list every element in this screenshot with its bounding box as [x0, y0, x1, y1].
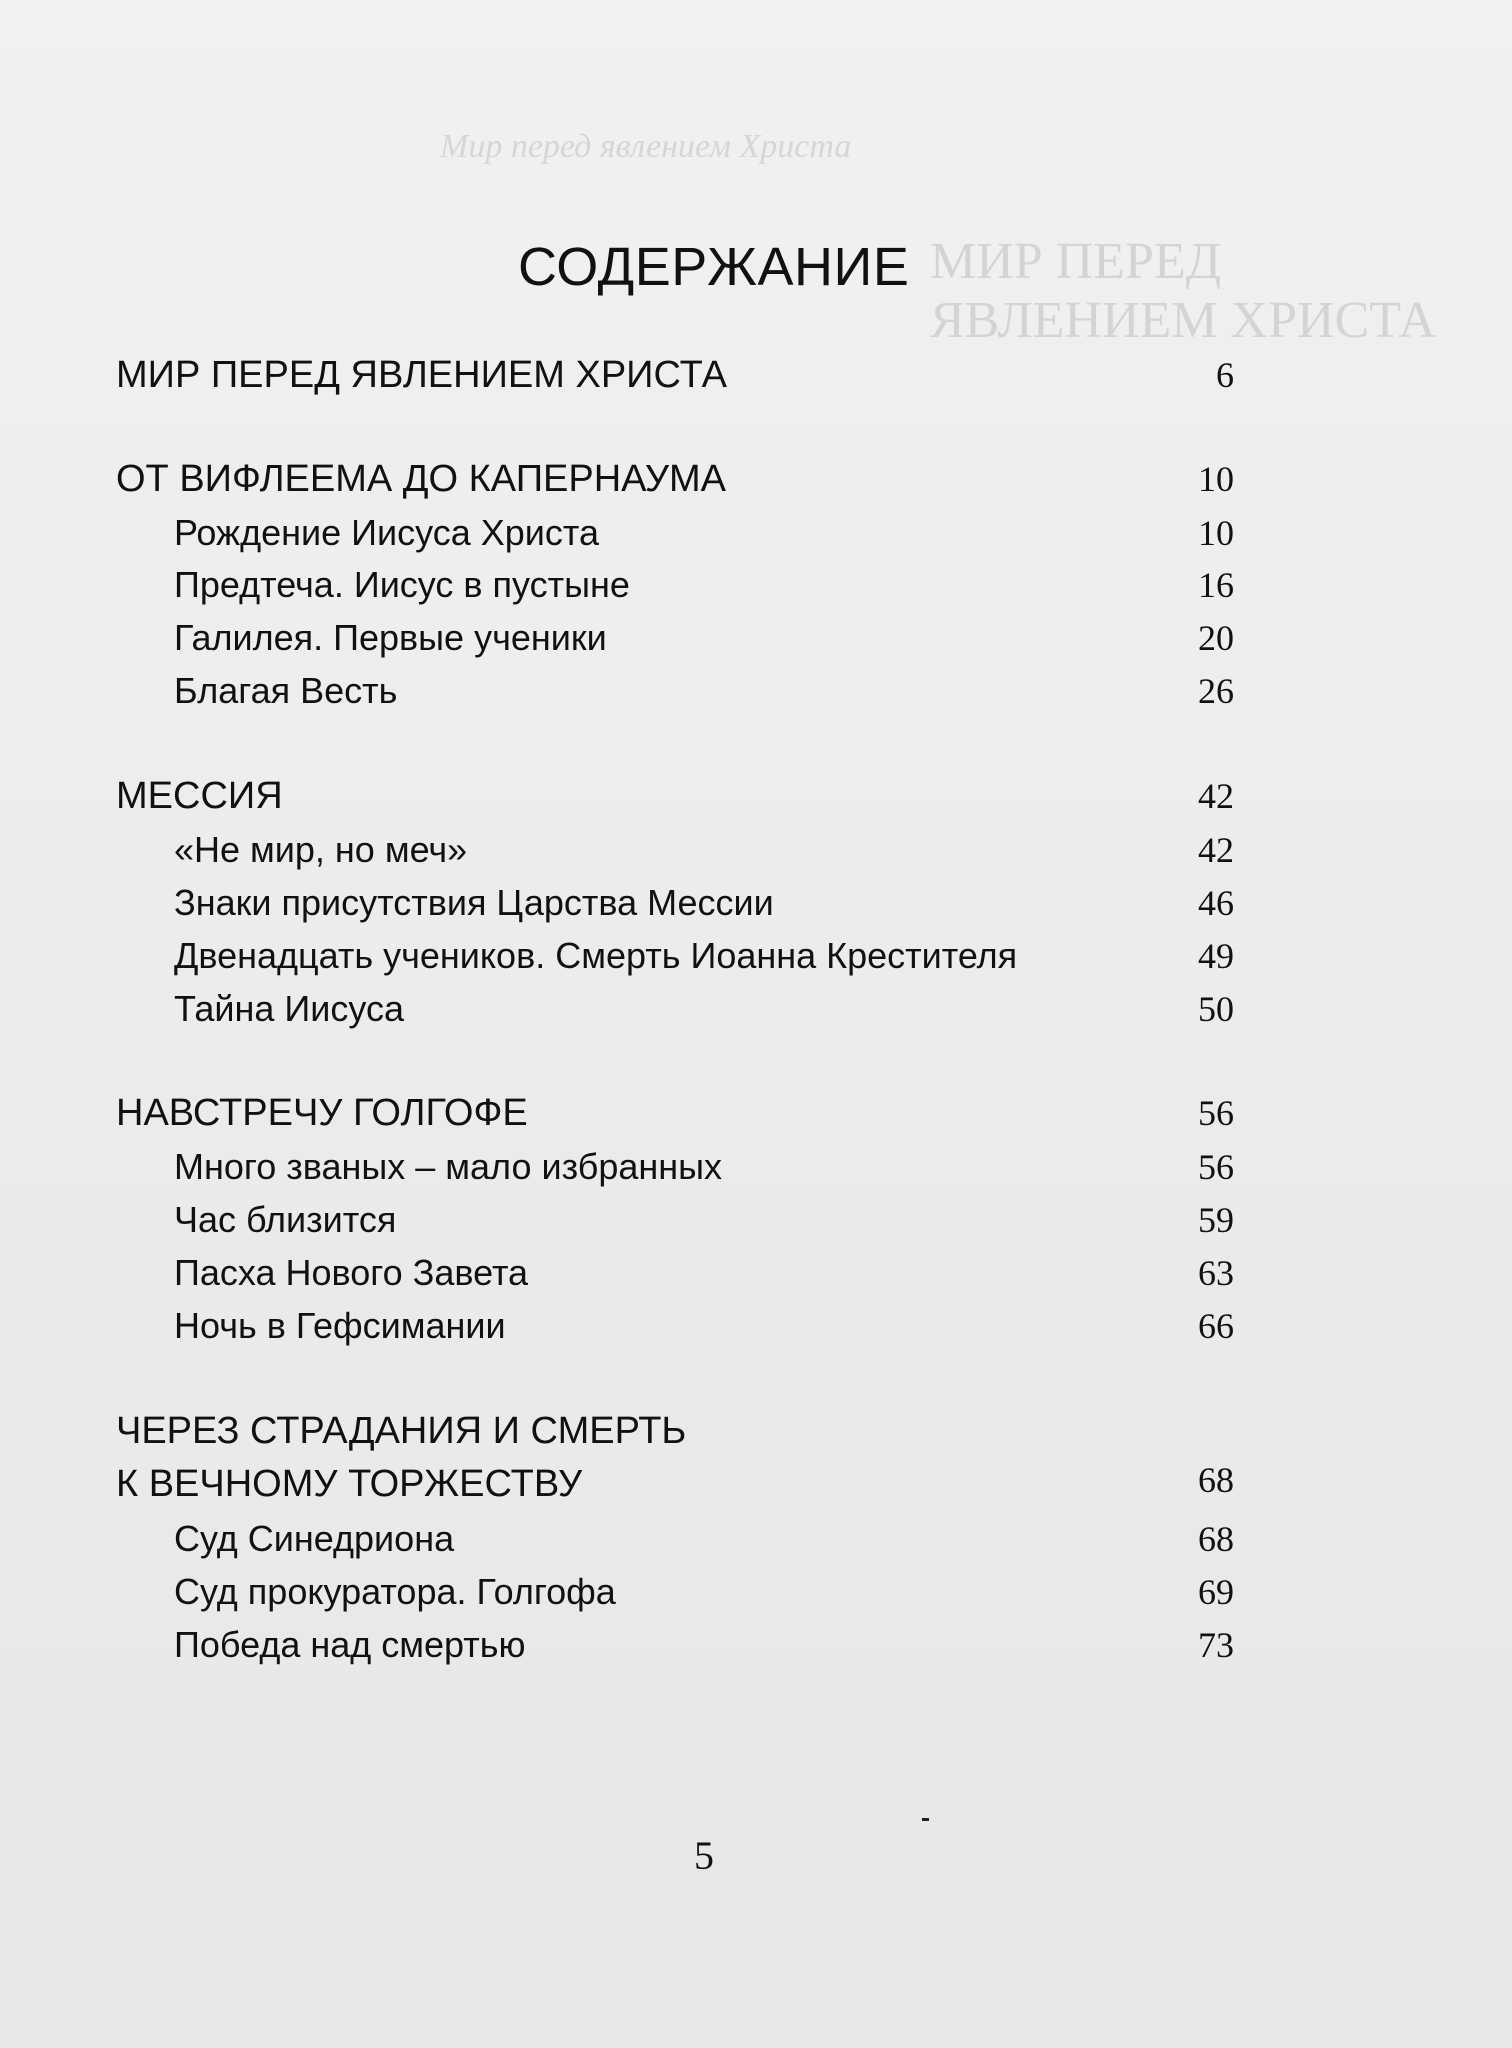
toc-entry-row	[0, 1624, 1512, 1676]
toc-entry-title: Суд Синедриона	[174, 1518, 455, 1559]
toc-section-row	[0, 1410, 1512, 1462]
toc-section-row	[0, 1092, 1512, 1144]
page-number: 5	[694, 1833, 714, 1878]
toc-entry-title: Победа над смертью	[174, 1624, 526, 1665]
toc-entry-row	[0, 1252, 1512, 1304]
toc-entry-row	[0, 935, 1512, 987]
toc-page-number: 50	[1198, 989, 1234, 1029]
toc-section-title: МИР ПЕРЕД ЯВЛЕНИЕМ ХРИСТА	[116, 354, 727, 396]
toc-entry-row	[0, 1571, 1512, 1623]
toc-page-number: 10	[1198, 513, 1234, 553]
toc-page-number: 20	[1198, 618, 1234, 658]
toc-entry-title: Ночь в Гефсимании	[174, 1305, 506, 1346]
toc-page-number: 56	[1198, 1147, 1234, 1187]
toc-entry-title: Двенадцать учеников. Смерть Иоанна Крестителя	[174, 935, 1018, 976]
toc-page-number: 63	[1198, 1253, 1234, 1293]
bleed-through-running-header: Мир перед явлением Христа	[440, 128, 852, 165]
toc-page-number: 42	[1198, 830, 1234, 870]
toc-entry-row	[0, 564, 1512, 616]
toc-section-title: НАВСТРЕЧУ ГОЛГОФЕ	[116, 1092, 528, 1134]
toc-entry-title: Предтеча. Иисус в пустыне	[174, 564, 630, 605]
toc-entry-row	[0, 829, 1512, 881]
toc-entry-row	[0, 1146, 1512, 1198]
toc-entry-title: Суд прокуратора. Голгофа	[174, 1571, 616, 1612]
ink-speck	[922, 1818, 929, 1821]
toc-section-row	[0, 1460, 1512, 1515]
toc-entry-row	[0, 512, 1512, 564]
toc-page-number: 69	[1198, 1572, 1234, 1612]
toc-entry-row	[0, 1518, 1512, 1570]
toc-entry-title: «Не мир, но меч»	[174, 829, 468, 870]
toc-section-row	[0, 458, 1512, 510]
page-title: СОДЕРЖАНИЕ	[518, 237, 910, 297]
toc-page-number: 49	[1198, 936, 1234, 976]
toc-entry-title: Благая Весть	[174, 670, 398, 711]
toc-page-number: 56	[1198, 1093, 1234, 1133]
toc-entry-row	[0, 988, 1512, 1040]
toc-page-number: 6	[1216, 355, 1234, 395]
toc-entry-title: Галилея. Первые ученики	[174, 617, 607, 658]
toc-entry-title: Тайна Иисуса	[174, 988, 405, 1029]
toc-section-title: ОТ ВИФЛЕЕМА ДО КАПЕРНАУМА	[116, 458, 726, 500]
toc-entry-title: Час близится	[174, 1199, 397, 1240]
toc-entry-row	[0, 882, 1512, 934]
toc-entry-title: Пасха Нового Завета	[174, 1252, 529, 1293]
toc-entry-row	[0, 1305, 1512, 1357]
toc-page-number: 68	[1198, 1460, 1234, 1500]
toc-page-number: 26	[1198, 671, 1234, 711]
toc-page-number: 68	[1198, 1519, 1234, 1559]
bleed-through-chapter-title: МИР ПЕРЕД ЯВЛЕНИЕМ ХРИСТА	[930, 233, 1436, 349]
toc-section-row	[0, 354, 1512, 406]
toc-entry-title: Много званых – мало избранных	[174, 1146, 722, 1187]
toc-entry-row	[0, 1199, 1512, 1251]
toc-page-number: 66	[1198, 1306, 1234, 1346]
toc-section-title-line2: К ВЕЧНОМУ ТОРЖЕСТВУ	[116, 1463, 583, 1505]
toc-page-number: 16	[1198, 565, 1234, 605]
toc-entry-title: Знаки присутствия Царства Мессии	[174, 882, 774, 923]
toc-page-number: 46	[1198, 883, 1234, 923]
toc-page-number: 10	[1198, 459, 1234, 499]
toc-page-number: 59	[1198, 1200, 1234, 1240]
toc-entry-title: Рождение Иисуса Христа	[174, 512, 600, 553]
toc-entry-row	[0, 670, 1512, 722]
toc-section-title: МЕССИЯ	[116, 775, 283, 817]
toc-section-row	[0, 775, 1512, 827]
toc-page-number: 42	[1198, 776, 1234, 816]
toc-section-title-line1: ЧЕРЕЗ СТРАДАНИЯ И СМЕРТЬ	[116, 1410, 687, 1452]
toc-page-number: 73	[1198, 1625, 1234, 1665]
toc-entry-row	[0, 617, 1512, 669]
